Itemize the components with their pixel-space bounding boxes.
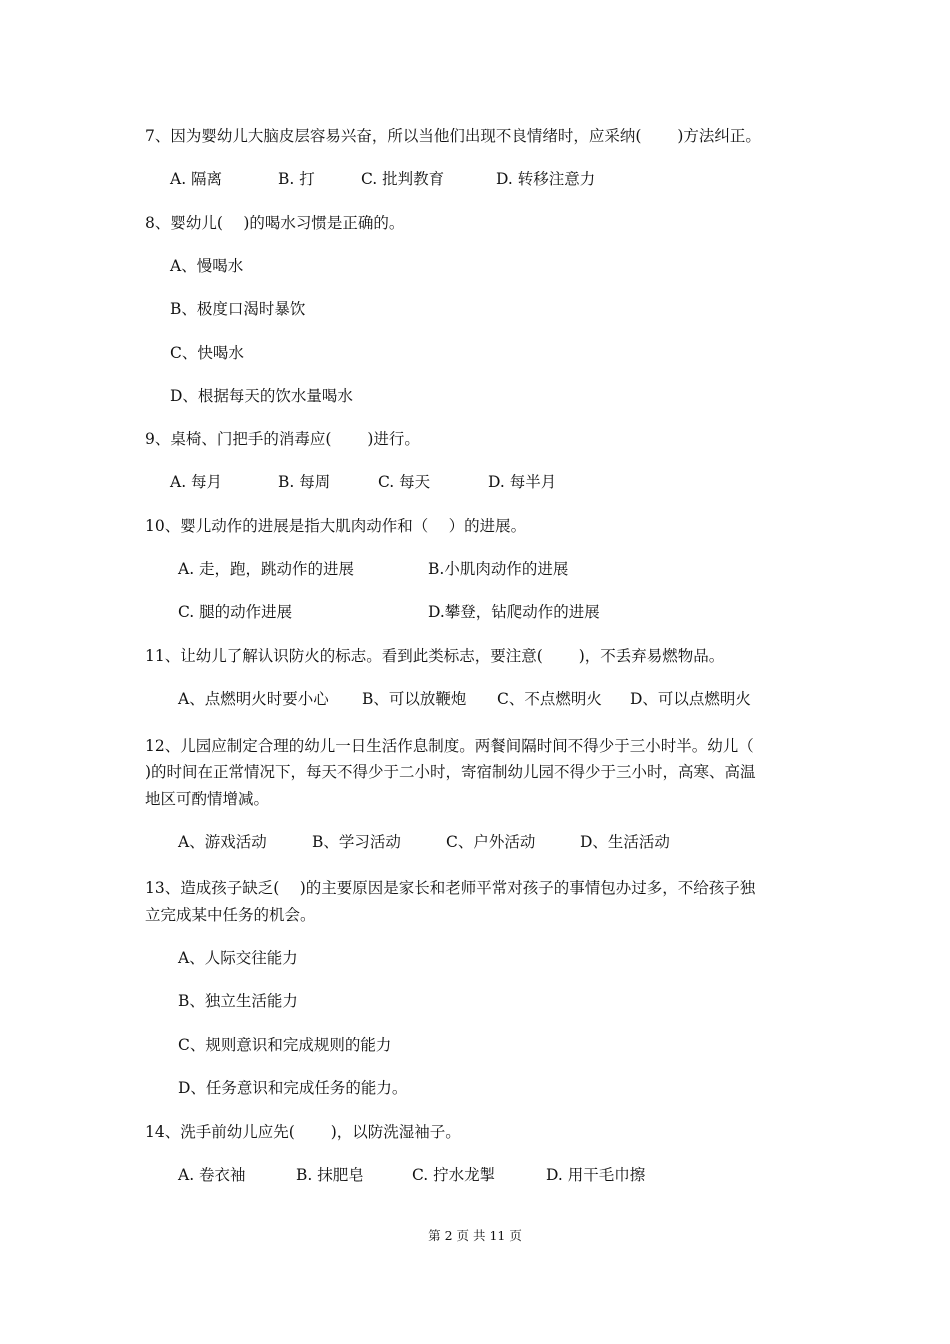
question-14-option-d: D. 用干毛巾擦 — [546, 1166, 646, 1184]
question-12-stem-line-1: 12、儿园应制定合理的幼儿一日生活作息制度。两餐间隔时间不得少于三小时半。幼儿（ — [145, 737, 754, 755]
question-11-option-a: A、点燃明火时要小心 — [178, 690, 329, 708]
question-7-option-b: B. 打 — [278, 170, 315, 188]
question-8-option-d: D、根据每天的饮水量喝水 — [170, 387, 353, 405]
question-9-option-b: B. 每周 — [278, 473, 331, 491]
question-10-option-a: A. 走，跑，跳动作的进展 — [178, 560, 355, 578]
question-11-option-c: C、不点燃明火 — [497, 690, 602, 708]
question-7-option-c: C. 批判教育 — [361, 170, 445, 188]
question-14-option-b: B. 抹肥皂 — [296, 1166, 364, 1184]
question-7-option-d: D. 转移注意力 — [496, 170, 596, 188]
question-8-option-b: B、极度口渴时暴饮 — [170, 300, 306, 318]
page-number-footer: 第 2 页 共 11 页 — [428, 1228, 522, 1243]
question-14-option-c: C. 拧水龙掣 — [412, 1166, 496, 1184]
question-8-option-c: C、快喝水 — [170, 344, 244, 362]
question-7-option-a: A. 隔离 — [170, 170, 223, 188]
question-9-option-d: D. 每半月 — [488, 473, 557, 491]
question-11-option-b: B、可以放鞭炮 — [362, 690, 467, 708]
question-13-stem-line-1: 13、造成孩子缺乏( )的主要原因是家长和老师平常对孩子的事情包办过多，不给孩子独 — [145, 879, 756, 897]
question-12-option-a: A、游戏活动 — [178, 833, 267, 851]
question-13-option-a: A、人际交往能力 — [178, 949, 298, 967]
question-10-option-d: D.攀登，钻爬动作的进展 — [428, 603, 600, 621]
question-7-stem: 7、因为婴幼儿大脑皮层容易兴奋，所以当他们出现不良情绪时，应采纳( )方法纠正。 — [145, 127, 761, 145]
question-12-stem-line-3: 地区可酌情增减。 — [145, 790, 270, 808]
question-10-stem: 10、婴儿动作的进展是指大肌肉动作和（ ）的进展。 — [145, 517, 527, 535]
question-13-option-b: B、独立生活能力 — [178, 992, 298, 1010]
question-8-option-a: A、慢喝水 — [170, 257, 244, 275]
question-9-option-a: A. 每月 — [170, 473, 223, 491]
question-10-option-c: C. 腿的动作进展 — [178, 603, 293, 621]
question-12-option-b: B、学习活动 — [312, 833, 401, 851]
question-12-option-d: D、生活活动 — [580, 833, 670, 851]
question-9-option-c: C. 每天 — [378, 473, 431, 491]
question-11-option-d: D、可以点燃明火 — [630, 690, 751, 708]
question-14-stem: 14、洗手前幼儿应先( )，以防洗湿袖子。 — [145, 1123, 461, 1141]
question-14-option-a: A. 卷衣袖 — [178, 1166, 246, 1184]
question-13-stem-line-2: 立完成某中任务的机会。 — [145, 906, 316, 924]
question-11-stem: 11、让幼儿了解认识防火的标志。看到此类标志，要注意( )，不丢弃易燃物品。 — [145, 647, 725, 665]
question-13-option-d: D、任务意识和完成任务的能力。 — [178, 1079, 408, 1097]
question-12-option-c: C、户外活动 — [446, 833, 536, 851]
question-9-stem: 9、桌椅、门把手的消毒应( )进行。 — [145, 430, 420, 448]
question-10-option-b: B.小肌肉动作的进展 — [428, 560, 569, 578]
question-12-stem-line-2: )的时间在正常情况下，每天不得少于二小时，寄宿制幼儿园不得少于三小时，高寒、高温 — [145, 763, 756, 781]
question-8-stem: 8、婴幼儿( )的喝水习惯是正确的。 — [145, 214, 405, 232]
question-13-option-c: C、规则意识和完成规则的能力 — [178, 1036, 392, 1054]
